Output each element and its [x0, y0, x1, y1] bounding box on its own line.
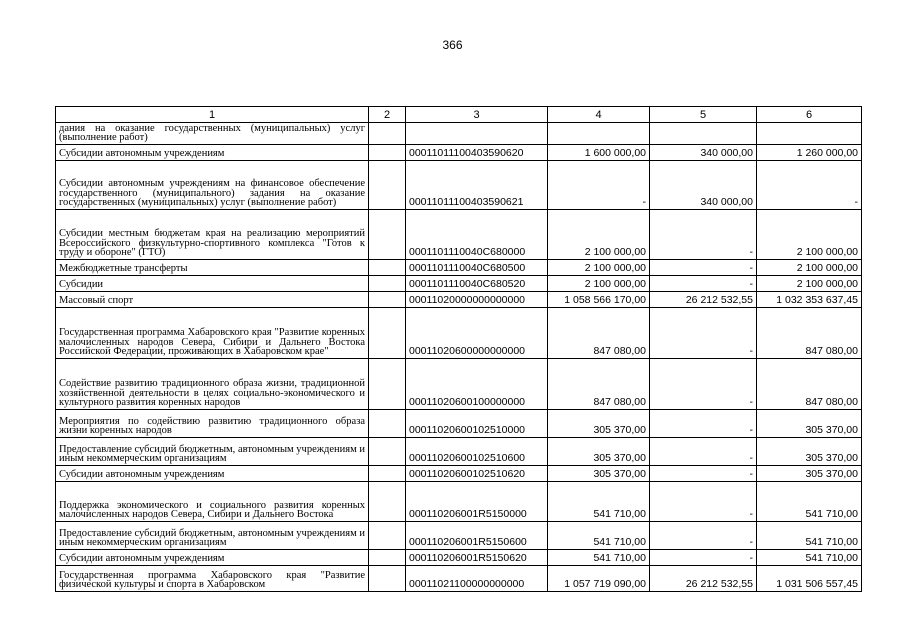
row-value-6: 2 100 000,00	[757, 210, 862, 260]
row-name: дания на оказание государственных (муниципальных) услуг (выполнение работ)	[56, 123, 369, 145]
row-name: Предоставление субсидий бюджетным, автономным учреждениям и иным некоммерческим организациям	[56, 522, 369, 550]
row-value-6: 2 100 000,00	[757, 260, 862, 276]
column-header-6: 6	[757, 107, 862, 123]
row-name: Предоставление субсидий бюджетным, автономным учреждениям и иным некоммерческим организациям	[56, 438, 369, 466]
row-value-5: -	[650, 482, 757, 522]
row-value-4: 847 080,00	[548, 359, 650, 410]
row-value-4: 2 100 000,00	[548, 276, 650, 292]
row-col2	[369, 466, 406, 482]
column-header-1: 1	[56, 107, 369, 123]
row-value-4: 1 600 000,00	[548, 145, 650, 161]
row-value-5: -	[650, 410, 757, 438]
row-value-6: 1 260 000,00	[757, 145, 862, 161]
row-code: 00011020600102510620	[406, 466, 548, 482]
header-row	[56, 107, 862, 123]
row-value-4: 1 057 719 090,00	[548, 566, 650, 592]
table-row	[56, 260, 862, 276]
table-row	[56, 145, 862, 161]
row-col2	[369, 566, 406, 592]
row-value-6: 305 370,00	[757, 410, 862, 438]
row-code: 0001101110040С680500	[406, 260, 548, 276]
row-name: Массовый спорт	[56, 292, 369, 308]
row-code: 00011011100403590620	[406, 145, 548, 161]
column-header-5: 5	[650, 107, 757, 123]
page-number: 366	[442, 38, 463, 52]
row-value-6: 847 080,00	[757, 359, 862, 410]
row-value-5: -	[650, 550, 757, 566]
row-name: Содействие развитию традиционного образа жизни, традиционной хозяйственной деятельности в целях социально-экономического и культурного развития коренных народов	[56, 359, 369, 410]
row-col2	[369, 438, 406, 466]
row-name: Субсидии	[56, 276, 369, 292]
table-row	[56, 482, 862, 522]
row-col2	[369, 308, 406, 359]
table-row	[56, 550, 862, 566]
table-row	[56, 410, 862, 438]
row-name: Государственная программа Хабаровского края "Развитие физической культуры и спорта в Хабаровском	[56, 566, 369, 592]
row-value-6: 1 032 353 637,45	[757, 292, 862, 308]
table-row	[56, 161, 862, 210]
row-value-5: -	[650, 276, 757, 292]
row-name: Межбюджетные трансферты	[56, 260, 369, 276]
row-value-6	[757, 123, 862, 145]
row-code: 00011020600102510600	[406, 438, 548, 466]
row-col2	[369, 410, 406, 438]
row-value-4: 305 370,00	[548, 410, 650, 438]
row-value-5: -	[650, 466, 757, 482]
row-value-6: 305 370,00	[757, 466, 862, 482]
row-code: 00011020600100000000	[406, 359, 548, 410]
row-value-4	[548, 123, 650, 145]
row-value-6: 1 031 506 557,45	[757, 566, 862, 592]
row-code: 000110206001R5150600	[406, 522, 548, 550]
row-value-4: 305 370,00	[548, 438, 650, 466]
column-header-4: 4	[548, 107, 650, 123]
budget-table	[55, 106, 862, 592]
row-value-6: 541 710,00	[757, 522, 862, 550]
row-code: 000110206001R5150620	[406, 550, 548, 566]
row-value-4: 541 710,00	[548, 550, 650, 566]
row-name: Субсидии местным бюджетам края на реализацию мероприятий Всероссийского физкультурно-спортивного комплекса "Готов к труду и обороне" (ГТО)	[56, 210, 369, 260]
row-code	[406, 123, 548, 145]
row-value-6: 541 710,00	[757, 482, 862, 522]
row-col2	[369, 292, 406, 308]
row-value-4: 2 100 000,00	[548, 210, 650, 260]
row-value-4: 305 370,00	[548, 466, 650, 482]
row-name: Государственная программа Хабаровского края "Развитие коренных малочисленных народов Севера, Сибири и Дальнего Востока Российской Федерации, проживающих в Хабаровском крае"	[56, 308, 369, 359]
row-code: 00011020600000000000	[406, 308, 548, 359]
row-code: 000110206001R5150000	[406, 482, 548, 522]
row-value-5: 26 212 532,55	[650, 292, 757, 308]
row-value-5: -	[650, 438, 757, 466]
row-code: 0001101110040С680000	[406, 210, 548, 260]
row-col2	[369, 161, 406, 210]
row-value-5: 26 212 532,55	[650, 566, 757, 592]
table-row	[56, 123, 862, 145]
row-value-4: 847 080,00	[548, 308, 650, 359]
row-name: Субсидии автономным учреждениям на финансовое обеспечение государственного (муниципального) задания на оказание государственных (муниципальных) услуг (выполнение работ)	[56, 161, 369, 210]
table-row	[56, 292, 862, 308]
row-code: 00011011100403590621	[406, 161, 548, 210]
row-value-4: 2 100 000,00	[548, 260, 650, 276]
row-value-5: -	[650, 260, 757, 276]
row-col2	[369, 550, 406, 566]
row-code: 00011020600102510000	[406, 410, 548, 438]
row-name: Мероприятия по содействию развитию традиционного образа жизни коренных народов	[56, 410, 369, 438]
row-value-5: -	[650, 308, 757, 359]
row-value-5	[650, 123, 757, 145]
row-code: 00011021100000000000	[406, 566, 548, 592]
row-col2	[369, 276, 406, 292]
table-row	[56, 308, 862, 359]
row-value-4: 541 710,00	[548, 482, 650, 522]
row-value-4: 1 058 566 170,00	[548, 292, 650, 308]
row-value-6: 847 080,00	[757, 308, 862, 359]
row-value-6: 541 710,00	[757, 550, 862, 566]
row-name: Субсидии автономным учреждениям	[56, 550, 369, 566]
row-col2	[369, 522, 406, 550]
row-col2	[369, 123, 406, 145]
row-value-5: -	[650, 210, 757, 260]
row-value-5: -	[650, 359, 757, 410]
row-col2	[369, 145, 406, 161]
row-code: 0001101110040С680520	[406, 276, 548, 292]
row-name: Поддержка экономического и социального развития коренных малочисленных народов Севера, Сибири и Дальнего Востока	[56, 482, 369, 522]
row-value-4: 541 710,00	[548, 522, 650, 550]
row-value-6: 2 100 000,00	[757, 276, 862, 292]
column-header-3: 3	[406, 107, 548, 123]
table-row	[56, 466, 862, 482]
row-col2	[369, 482, 406, 522]
row-value-6: -	[757, 161, 862, 210]
row-value-5: 340 000,00	[650, 161, 757, 210]
row-value-4: -	[548, 161, 650, 210]
table-row	[56, 276, 862, 292]
table-row	[56, 210, 862, 260]
row-code: 00011020000000000000	[406, 292, 548, 308]
row-value-5: 340 000,00	[650, 145, 757, 161]
table-row	[56, 522, 862, 550]
column-header-2: 2	[369, 107, 406, 123]
table-row	[56, 566, 862, 592]
table-row	[56, 359, 862, 410]
row-value-5: -	[650, 522, 757, 550]
table-row	[56, 438, 862, 466]
row-col2	[369, 210, 406, 260]
row-value-6: 305 370,00	[757, 438, 862, 466]
row-col2	[369, 359, 406, 410]
row-name: Субсидии автономным учреждениям	[56, 145, 369, 161]
row-name: Субсидии автономным учреждениям	[56, 466, 369, 482]
row-col2	[369, 260, 406, 276]
